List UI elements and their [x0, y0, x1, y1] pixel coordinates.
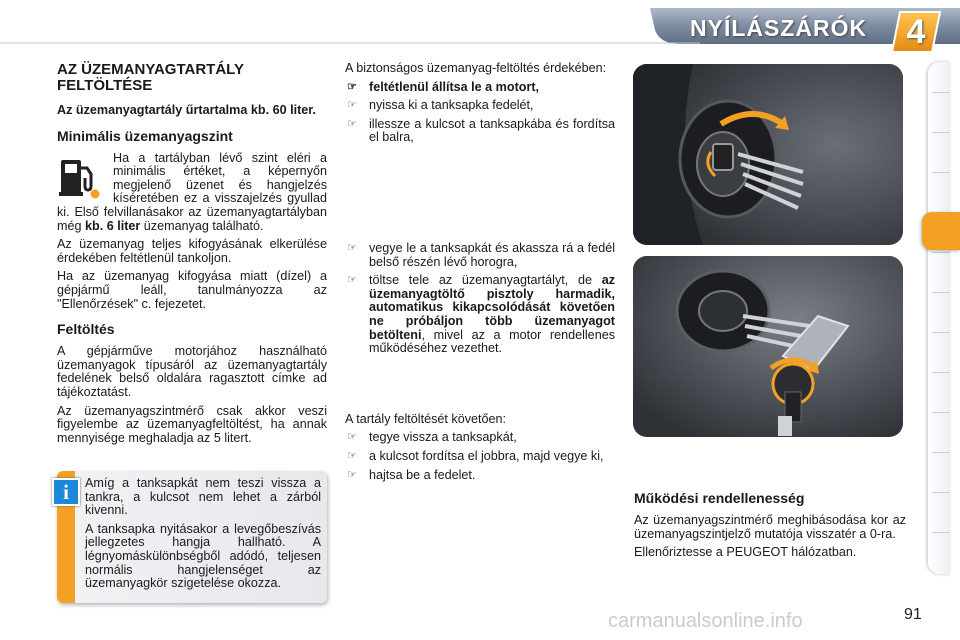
step-item: ☞ a kulcsot fordítsa el jobbra, majd vegye ki, — [347, 448, 604, 463]
tab-divider — [932, 532, 950, 533]
section-heading: AZ ÜZEMANYAGTARTÁLY FELTÖLTÉSE — [57, 61, 244, 94]
watermark: carmanualsonline.info — [608, 610, 803, 632]
spacer — [345, 150, 615, 242]
paragraph: Ha az üzemanyag kifogyása miatt (dízel) a gépjármű leáll, tanulmányozza az "Ellenőrzések" c. fejezetet. — [57, 269, 327, 311]
right-column — [634, 490, 906, 565]
chapter-tab-strip — [928, 62, 950, 574]
info-icon: i — [52, 478, 80, 506]
min-level-text: Ha a tartályban lévő szint eléri a minimális értéket, a képernyőn megjelenő üzenet és hangjelzés kíséretében ez a visszajelzés gyullad ki. Első felvillanásakor az üzemanyagtartályban még kb. 6 liter üzemanyag található. — [57, 151, 327, 233]
tab-divider — [932, 412, 950, 413]
chapter-number: 4 — [906, 13, 926, 51]
min-level-heading: Minimális üzemanyagszint — [57, 127, 233, 144]
hand-pointer-bullet-icon: ☞ — [347, 449, 357, 462]
tab-divider — [932, 132, 950, 133]
hand-pointer-bullet-icon: ☞ — [347, 241, 357, 254]
step-item: ☞ nyissa ki a tanksapka fedelét, — [347, 98, 534, 113]
hand-pointer-bullet-icon: ☞ — [347, 468, 357, 481]
info-paragraph: A tanksapka nyitásakor a levegőbeszívás jellegzetes hangja hallható. A légnyomáskülönbségből adódó, teljesen normális hangjelenséget az üzemanyagkör szigetelése okozza. — [85, 521, 321, 591]
paragraph: Az üzemanyagszintmérő meghibásodása kor az üzemanyagszintjelző mutatója visszatér a 0-ra. — [634, 513, 906, 541]
tab-divider — [932, 452, 950, 453]
hand-pointer-bullet-icon: ☞ — [347, 80, 357, 93]
middle-column — [345, 62, 615, 487]
tab-divider — [932, 292, 950, 293]
fuel-cap-hook-photo — [633, 256, 903, 437]
spacer — [345, 361, 615, 413]
malfunction-heading: Működési rendellenesség — [634, 490, 805, 506]
step-item: ☞ hajtsa be a fedelet. — [347, 467, 476, 482]
tab-divider — [932, 332, 950, 333]
paragraph: Az üzemanyag teljes kifogyásának elkerülése érdekében feltétlenül tankoljon. — [57, 237, 327, 265]
paragraph: Ellenőriztesse a PEUGEOT hálózatban. — [634, 545, 857, 560]
paragraph: Az üzemanyagszintmérő csak akkor veszi figyelembe az üzemanyagfeltöltést, ha annak mennyisége meghaladja az 5 litert. — [57, 403, 327, 445]
step-item: ☞ tegye vissza a tanksapkát, — [347, 430, 517, 445]
tab-divider — [932, 172, 950, 173]
hand-pointer-bullet-icon: ☞ — [347, 431, 357, 444]
tank-capacity: Az üzemanyagtartály űrtartalma kb. 60 liter. — [57, 103, 316, 117]
paragraph: A gépjárműve motorjához használható üzemanyagok típusáról az üzemanyagtartály fedelének belső oldalára ragasztott címke ad tájékoztatást. — [57, 344, 327, 399]
chapter-title: NYÍLÁSZÁRÓK — [690, 15, 868, 41]
hand-pointer-bullet-icon: ☞ — [347, 274, 357, 287]
tab-divider — [932, 92, 950, 93]
info-text — [85, 477, 321, 596]
hand-pointer-bullet-icon: ☞ — [347, 99, 357, 112]
after-fill-intro: A tartály feltöltését követően: — [345, 411, 507, 426]
tab-divider — [932, 492, 950, 493]
min-level-block — [57, 152, 327, 239]
step-item: ☞ feltétlenül állítsa le a motort, — [347, 79, 540, 94]
hand-pointer-bullet-icon: ☞ — [347, 117, 357, 130]
fuel-flap-key-photo — [633, 64, 903, 245]
tab-divider — [932, 372, 950, 373]
safety-intro: A biztonságos üzemanyag-feltöltés érdekében: — [345, 61, 607, 75]
left-column — [57, 62, 327, 450]
step-item: ☞ vegye le a tanksapkát és akassza rá a fedél belső részén lévő horogra, — [347, 240, 615, 269]
info-paragraph: Amíg a tanksapkát nem teszi vissza a tankra, a kulcsot nem lehet a zárból kivenni. — [85, 476, 321, 518]
tab-divider — [932, 252, 950, 253]
fill-heading: Feltöltés — [57, 321, 115, 338]
chapter-tab-active[interactable] — [922, 212, 960, 250]
fuel-pump-icon — [57, 154, 107, 200]
step-item: ☞ illessze a kulcsot a tanksapkába és fordítsa el balra, — [347, 116, 615, 145]
page-number: 91 — [904, 606, 922, 623]
step-item: ☞ töltse tele az üzemanyagtartályt, de az üzemanyagtöltő pisztoly harmadik, automatikus kikapcsolódását követően ne próbáljon több üzemanyagot betölteni, mivel az a motor rendellenes működéséhez vezethet. — [347, 273, 615, 356]
